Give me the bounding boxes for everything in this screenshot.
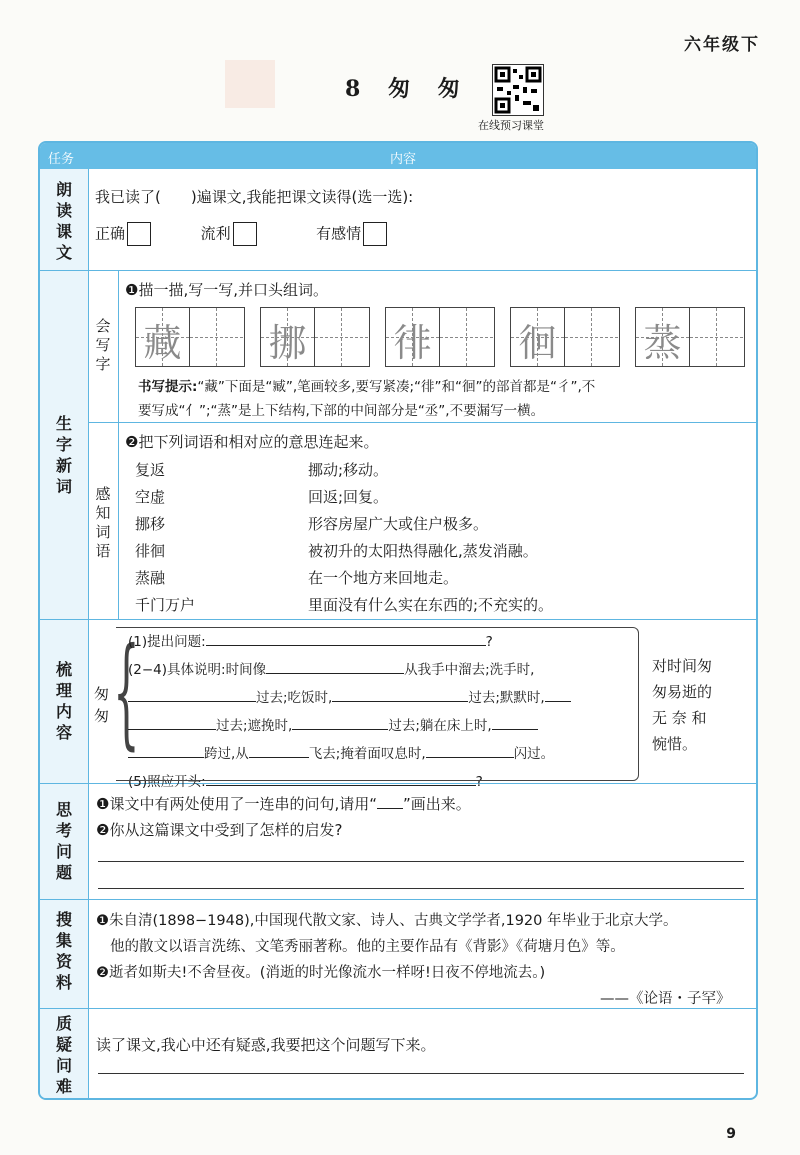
checkbox-correct[interactable] <box>127 222 151 246</box>
section-label-vocab: 生 字 新 词 <box>55 414 72 496</box>
header-content: 内容 <box>390 152 417 167</box>
sublabel-write: 会 写 字 <box>95 317 111 373</box>
word-item[interactable]: 空虚 <box>135 488 166 506</box>
meaning-item[interactable]: 回返;回复。 <box>308 488 389 506</box>
char-grid-4[interactable]: 徊 <box>510 307 620 367</box>
answer-line[interactable] <box>98 888 744 889</box>
collect-item2: ❷逝者如斯夫!不舍昼夜。(消逝的时光像流水一样呀!日夜不停地流去。) <box>96 965 546 981</box>
outline-line2: (2−4)具体说明:时间像 从我手中溜去;洗手时, <box>128 658 534 678</box>
checkbox-expressive[interactable] <box>363 222 387 246</box>
brace-icon: { <box>113 623 140 762</box>
section-label-collect: 搜 集 资 料 <box>55 910 72 992</box>
answer-line[interactable] <box>98 1073 744 1074</box>
collect-source: ——《论语・子罕》 <box>600 991 731 1007</box>
outline-summary: 对时间匆 匆易逝的 无 奈 和 惋惜。 <box>652 657 713 753</box>
section-label-question: 质 疑 问 难 <box>55 1014 72 1096</box>
writing-tip-line2: 要写成“亻”;“蒸”是上下结构,下部的中间部分是“丞”,不要漏写一横。 <box>138 403 545 419</box>
collect-item1-line1: ❶朱自清(1898−1948),中国现代散文家、诗人、古典文学学者,1920 年毕业于北京大学。 <box>96 913 678 929</box>
word-item[interactable]: 蒸融 <box>135 569 166 587</box>
char-grid-3[interactable]: 徘 <box>385 307 495 367</box>
outline-bracket-box <box>116 627 639 781</box>
faded-seal-image <box>225 60 275 108</box>
section-label-think: 思 考 问 题 <box>55 800 72 882</box>
outline-line5: 跨过,从 飞去;掩着面叹息时, 闪过。 <box>128 742 554 762</box>
meaning-item[interactable]: 挪动;移动。 <box>308 461 389 479</box>
outline-side-label: 匆 匆 <box>94 685 110 725</box>
char-grid-1[interactable]: 藏 <box>135 307 245 367</box>
outline-line6: (5)照应开头: ? <box>128 770 483 790</box>
sublabel-sense: 感 知 词 语 <box>95 485 111 560</box>
grade-label: 六年级下 <box>684 35 760 55</box>
collect-item1-line2: 他的散文以语言洗练、文笔秀丽著称。他的主要作品有《背影》《荷塘月色》等。 <box>110 939 625 955</box>
match-instruction: ❷把下列词语和相对应的意思连起来。 <box>125 433 379 451</box>
meaning-item[interactable]: 里面没有什么实在东西的;不充实的。 <box>308 596 554 614</box>
question-prompt: 读了课文,我心中还有疑惑,我要把这个问题写下来。 <box>96 1036 436 1054</box>
meaning-item[interactable]: 被初升的太阳热得融化,蒸发消融。 <box>308 542 538 560</box>
meaning-item[interactable]: 在一个地方来回地走。 <box>308 569 459 587</box>
outline-line4: 过去;遮挽时, 过去;躺在床上时, <box>128 714 538 734</box>
section-label-outline: 梳 理 内 容 <box>55 660 72 742</box>
think-q1: ❶课文中有两处使用了一连串的问句,请用“ ”画出来。 <box>96 795 471 813</box>
writing-tip-line1: 书写提示:“藏”下面是“臧”,笔画较多,要写紧凑;“徘”和“徊”的部首都是“彳”,不 <box>138 379 596 395</box>
meaning-item[interactable]: 形容房屋广大或住户极多。 <box>308 515 489 533</box>
answer-line[interactable] <box>98 861 744 862</box>
char-grid-5[interactable]: 蒸 <box>635 307 745 367</box>
outline-line1: (1)提出问题: ? <box>128 630 493 650</box>
header-task: 任务 <box>48 152 75 167</box>
word-item[interactable]: 千门万户 <box>135 596 196 614</box>
qr-code-icon[interactable] <box>492 64 544 116</box>
word-item[interactable]: 徘徊 <box>135 542 166 560</box>
word-item[interactable]: 挪移 <box>135 515 166 533</box>
worksheet-table <box>38 141 758 1100</box>
reading-options: 正确 流利 有感情 <box>95 222 387 246</box>
write-instruction: ❶描一描,写一写,并口头组词。 <box>125 281 328 299</box>
section-label-reading: 朗 读 课 文 <box>55 180 72 262</box>
checkbox-fluent[interactable] <box>233 222 257 246</box>
reading-question: 我已读了( )遍课文,我能把课文读得(选一选): <box>95 188 414 206</box>
char-grid-2[interactable]: 挪 <box>260 307 370 367</box>
qr-caption: 在线预习课堂 <box>478 119 544 132</box>
outline-line3: 过去;吃饭时, 过去;默默时, <box>128 686 571 706</box>
table-header <box>40 143 756 169</box>
lesson-title: 8 匆 匆 <box>345 76 470 102</box>
page-number: 9 <box>726 1126 736 1142</box>
think-q2: ❷你从这篇课文中受到了怎样的启发? <box>96 821 343 839</box>
word-item[interactable]: 复返 <box>135 461 166 479</box>
